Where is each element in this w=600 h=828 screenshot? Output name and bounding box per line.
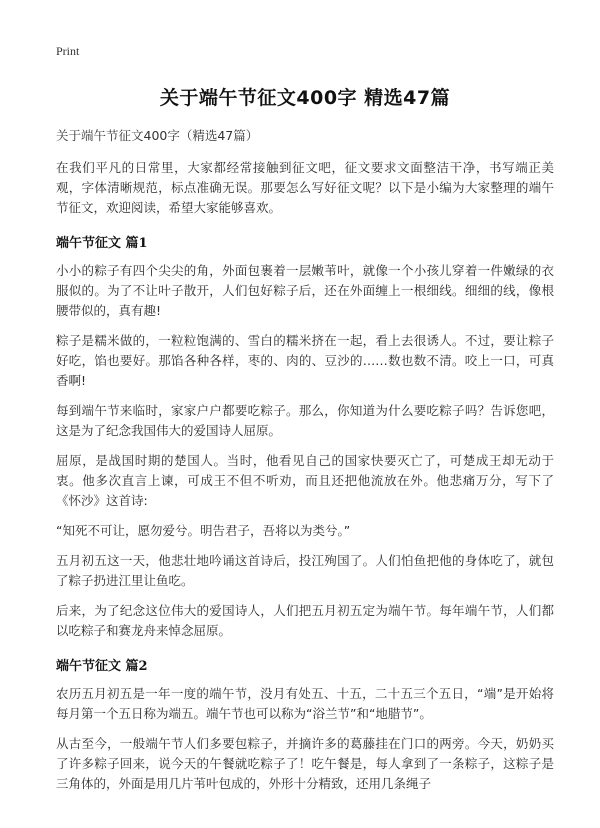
section-2-paragraph: 从古至今，一般端午节人们多要包粽子，并摘许多的葛藤挂在门口的两旁。今天，奶奶买了许多粽子回来，说今天的午餐就吃粽子了！吃午餐是，每人拿到了一条粽子，这粽子是三角体的，外面是用几片苇叶包成的，外形十分精致，还用几条绳子 <box>56 736 554 791</box>
page-title: 关于端午节征文400字 精选47篇 <box>159 87 451 109</box>
intro-paragraph: 在我们平凡的日常里，大家都经常接触到征文吧，征文要求文面整洁干净，书写端正美观，字体清晰规范，标点准确无误。那要怎么写好征文呢？以下是小编为大家整理的端午节征文，欢迎阅读，希望大家能够喜欢。 <box>56 160 554 215</box>
section-1-paragraph: 粽子是糯米做的，一粒粒饱满的、雪白的糯米挤在一起，看上去很诱人。不过，要让粽子好吃，馅也要好。那馅各种各样，枣的、肉的、豆沙的……数也数不清。咬上一口，可真香啊! <box>56 333 554 388</box>
document-subtitle: 关于端午节征文400字（精选47篇） <box>56 128 259 143</box>
section-1-paragraph: 五月初五这一天，他悲壮地吟诵这首诗后，投江殉国了。人们怕鱼把他的身体吃了，就包了粽子扔进江里让鱼吃。 <box>56 553 554 588</box>
section-1-paragraph: 每到端午节来临时，家家户户都要吃粽子。那么，你知道为什么要吃粽子吗？告诉您吧，这是为了纪念我国伟大的爱国诗人屈原。 <box>56 403 554 438</box>
section-heading-2: 端午节征文 篇2 <box>56 659 148 674</box>
poem-quote: “知死不可让，愿勿爱兮。明告君子，吾将以为类兮。” <box>56 523 351 538</box>
print-link[interactable]: Print <box>56 44 80 58</box>
section-1-paragraph: 屈原，是战国时期的楚国人。当时，他看见自己的国家快要灭亡了，可楚成王却无动于衷。他多次直言上谏，可成王不但不听劝，而且还把他流放在外。他悲痛万分，写下了《怀沙》这首诗: <box>56 453 554 508</box>
section-1-paragraph: 小小的粽子有四个尖尖的角，外面包裹着一层嫩苇叶，就像一个小孩儿穿着一件嫩绿的衣服似的。为了不让叶子散开，人们包好粽子后，还在外面缠上一根细线。细细的线，像根腰带似的，真有趣! <box>56 263 554 318</box>
section-heading-1: 端午节征文 篇1 <box>56 236 148 251</box>
section-2-paragraph: 农历五月初五是一年一度的端午节，没月有处五、十五，二十五三个五日，“端”是开始将每月第一个五日称为端五。端午节也可以称为“浴兰节”和“地腊节”。 <box>56 686 554 721</box>
section-1-paragraph: 后来，为了纪念这位伟大的爱国诗人，人们把五月初五定为端午节。每年端午节，人们都以吃粽子和赛龙舟来悼念屈原。 <box>56 603 554 638</box>
